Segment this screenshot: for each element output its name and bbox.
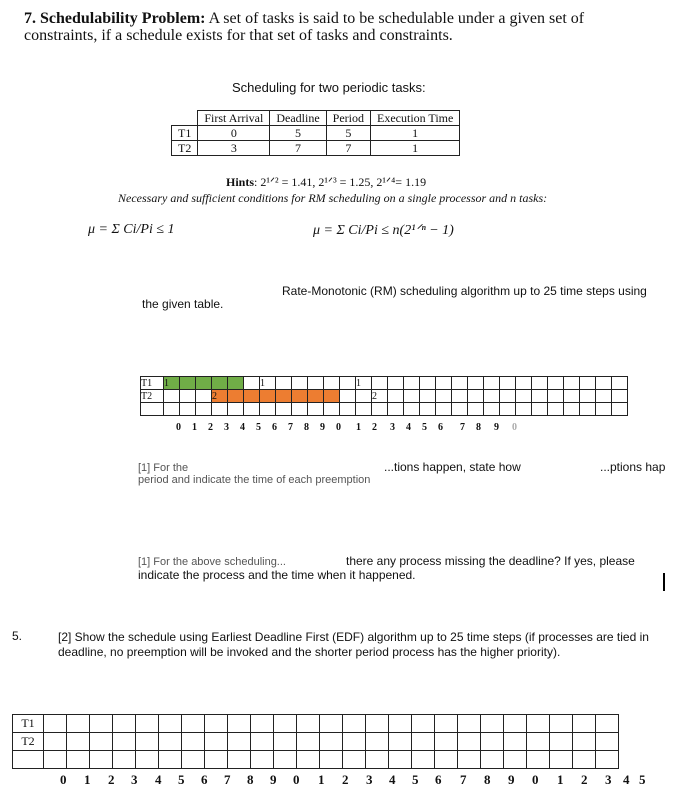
edf-cell[interactable] [274, 733, 297, 751]
edf-tick: 1 [557, 772, 564, 787]
task-table-cell: 1 [371, 126, 460, 141]
rm-cell[interactable] [420, 403, 436, 416]
edf-tick-labels [12, 772, 692, 788]
task-table-cell: T2 [172, 141, 198, 156]
rm-cell[interactable] [468, 403, 484, 416]
rm-cell[interactable] [388, 390, 404, 403]
edf-tick: 3 [605, 772, 612, 787]
preempt-question-c: ...ptions hap [600, 460, 666, 474]
rm-cell[interactable] [356, 403, 372, 416]
edf-cell[interactable] [320, 733, 343, 751]
edf-cell[interactable] [527, 751, 550, 769]
edf-cell[interactable] [343, 733, 366, 751]
rm-cell-orange[interactable] [292, 390, 308, 403]
rm-cell[interactable] [436, 390, 452, 403]
rm-cell-orange[interactable] [244, 390, 260, 403]
rm-cell[interactable] [436, 403, 452, 416]
formula-left: μ = Σ Ci/Pi ≤ 1 [88, 222, 175, 237]
edf-schedule-grid [12, 714, 619, 769]
edf-tick: 0 [60, 772, 67, 787]
rm-tick: 8 [476, 422, 481, 433]
task-table-cell: 3 [198, 141, 270, 156]
edf-tick: 7 [224, 772, 231, 787]
rm-tick: 9 [320, 422, 325, 433]
rm-cell[interactable] [580, 390, 596, 403]
rm-cell[interactable] [404, 390, 420, 403]
rm-cell[interactable] [324, 403, 340, 416]
edf-cell[interactable] [596, 733, 619, 751]
rm-cell[interactable] [548, 377, 564, 390]
rm-cell[interactable] [404, 403, 420, 416]
edf-cell[interactable] [389, 751, 412, 769]
rm-cell-green[interactable] [212, 377, 228, 390]
rm-cell-green[interactable] [196, 377, 212, 390]
rm-tick: 2 [372, 422, 377, 433]
edf-tick: 9 [508, 772, 515, 787]
rm-tick: 0 [512, 422, 517, 433]
edf-cell[interactable] [527, 715, 550, 733]
rm-cell[interactable] [372, 377, 388, 390]
conditions-text: Necessary and sufficient conditions for RM scheduling on a single processor and n tasks: [118, 191, 548, 205]
edf-cell[interactable] [412, 733, 435, 751]
edf-cell[interactable] [550, 715, 573, 733]
rm-cell[interactable] [196, 390, 212, 403]
task-table-cell: 5 [326, 126, 370, 141]
rm-cell[interactable] [340, 390, 356, 403]
edf-tick: 6 [435, 772, 442, 787]
edf-cell[interactable] [228, 751, 251, 769]
rm-cell[interactable] [500, 390, 516, 403]
task-table-cell: 7 [270, 141, 326, 156]
edf-cell[interactable] [159, 733, 182, 751]
deadline-question-b: there any process missing the deadline? If yes, please [346, 554, 635, 568]
rm-tick: 7 [288, 422, 293, 433]
table-title: Scheduling for two periodic tasks: [232, 80, 426, 95]
rm-cell[interactable] [596, 390, 612, 403]
rm-cell[interactable] [372, 403, 388, 416]
edf-tick: 4 [389, 772, 396, 787]
rm-cell[interactable] [548, 390, 564, 403]
rm-cell[interactable] [548, 403, 564, 416]
edf-cell[interactable] [159, 751, 182, 769]
rm-cell[interactable] [612, 390, 628, 403]
edf-cell[interactable] [67, 751, 90, 769]
edf-cell[interactable] [412, 751, 435, 769]
task-table-cell: T1 [172, 126, 198, 141]
task-table-header: First Arrival [198, 111, 270, 126]
rm-cell[interactable] [388, 377, 404, 390]
rm-cell[interactable] [388, 403, 404, 416]
edf-cell[interactable] [320, 751, 343, 769]
rm-cell-orange[interactable] [228, 390, 244, 403]
edf-cell[interactable] [113, 751, 136, 769]
edf-cell[interactable] [205, 751, 228, 769]
rm-mark: 2 [212, 390, 217, 402]
edf-tick: 8 [247, 772, 254, 787]
rm-cell[interactable] [260, 403, 276, 416]
rm-cell[interactable] [500, 403, 516, 416]
edf-cell[interactable] [412, 715, 435, 733]
edf-cell[interactable] [343, 751, 366, 769]
edf-tick: 5 [412, 772, 419, 787]
edf-cell[interactable] [136, 733, 159, 751]
edf-tick: 2 [342, 772, 349, 787]
edf-cell[interactable] [366, 733, 389, 751]
edf-cell[interactable] [343, 715, 366, 733]
edf-cell[interactable] [458, 715, 481, 733]
edf-tick: 5 [639, 772, 646, 787]
rm-cell[interactable] [292, 403, 308, 416]
rm-cell[interactable] [452, 377, 468, 390]
rm-tick: 9 [494, 422, 499, 433]
edf-tick: 6 [201, 772, 208, 787]
rm-cell[interactable] [484, 377, 500, 390]
rm-cell[interactable] [212, 403, 228, 416]
rm-cell[interactable] [596, 377, 612, 390]
rm-cell[interactable] [484, 390, 500, 403]
rm-question-text: Rate-Monotonic (RM) scheduling algorithm up to 25 time steps using [282, 284, 647, 298]
rm-cell[interactable] [516, 377, 532, 390]
edf-cell[interactable] [297, 715, 320, 733]
rm-cell[interactable] [580, 377, 596, 390]
edf-tick: 4 [155, 772, 162, 787]
rm-cell-green[interactable] [228, 377, 244, 390]
edf-cell[interactable] [504, 715, 527, 733]
edf-cell[interactable] [67, 733, 90, 751]
edf-row-label: T1 [13, 715, 44, 733]
rm-tick: 0 [176, 422, 181, 433]
edf-cell[interactable] [182, 751, 205, 769]
rm-mark: 2 [372, 390, 377, 402]
edf-cell[interactable] [573, 733, 596, 751]
edf-cell[interactable] [182, 715, 205, 733]
edf-tick: 7 [460, 772, 467, 787]
rm-tick: 3 [224, 422, 229, 433]
rm-cell[interactable] [420, 390, 436, 403]
rm-cell[interactable] [308, 403, 324, 416]
edf-cell[interactable] [44, 751, 67, 769]
rm-cell[interactable] [452, 390, 468, 403]
hints-line [226, 175, 426, 190]
edf-cell[interactable] [90, 715, 113, 733]
rm-cell[interactable] [276, 403, 292, 416]
edf-cell[interactable] [205, 715, 228, 733]
edf-cell[interactable] [44, 715, 67, 733]
intro-text: A set of tasks is said to be schedulable under a given set of constraints, if a schedule exists for that set of tasks and constraints. [24, 10, 585, 44]
task-table-header: Deadline [270, 111, 326, 126]
rm-cell[interactable] [356, 377, 372, 390]
rm-tick: 0 [336, 422, 341, 433]
edf-cell[interactable] [550, 751, 573, 769]
edf-tick: 0 [293, 772, 300, 787]
edf-cell[interactable] [389, 733, 412, 751]
rm-cell-orange[interactable] [260, 390, 276, 403]
rm-cell[interactable] [612, 377, 628, 390]
edf-cell[interactable] [573, 751, 596, 769]
rm-cell[interactable] [532, 390, 548, 403]
intro-paragraph [24, 10, 624, 44]
hints-label: Hints [226, 175, 255, 189]
task-table-row [172, 141, 460, 156]
edf-cell[interactable] [136, 715, 159, 733]
edf-cell[interactable] [274, 751, 297, 769]
rm-tick: 5 [422, 422, 427, 433]
rm-cell[interactable] [612, 403, 628, 416]
edf-tick: 3 [366, 772, 373, 787]
edf-cell[interactable] [159, 715, 182, 733]
edf-cell [13, 751, 44, 769]
rm-cell[interactable] [468, 377, 484, 390]
edf-tick: 9 [270, 772, 277, 787]
rm-cell[interactable] [164, 403, 180, 416]
deadline-question-a: [1] For the above scheduling... [138, 556, 286, 568]
edf-tick: 3 [131, 772, 138, 787]
edf-tick: 8 [484, 772, 491, 787]
edf-cell[interactable] [527, 733, 550, 751]
edf-tick: 0 [532, 772, 539, 787]
preempt-question-line2: period and indicate the time of each preemption [138, 474, 371, 486]
edf-cell[interactable] [113, 733, 136, 751]
task-table-cell: 7 [326, 141, 370, 156]
task-table-header: Period [326, 111, 370, 126]
task-table [171, 110, 460, 156]
rm-tick: 5 [256, 422, 261, 433]
edf-grid-row-empty [13, 751, 619, 769]
preempt-question-b: ...tions happen, state how [384, 460, 521, 474]
text-cursor [663, 573, 665, 591]
rm-cell[interactable] [596, 403, 612, 416]
edf-tick: 5 [178, 772, 185, 787]
edf-cell[interactable] [182, 733, 205, 751]
q5-text: [2] Show the schedule using Earliest Deadline First (EDF) algorithm up to 25 time steps (if processes are tied in deadline, no preemption will be invoked and the shorter period process has the higher priority). [58, 630, 649, 659]
rm-row-label: T2 [141, 390, 164, 403]
rm-cell-orange[interactable] [276, 390, 292, 403]
edf-cell[interactable] [251, 715, 274, 733]
edf-cell[interactable] [228, 715, 251, 733]
rm-cell[interactable] [452, 403, 468, 416]
rm-tick: 7 [460, 422, 465, 433]
edf-cell[interactable] [297, 751, 320, 769]
preempt-question-a: [1] For the [138, 462, 189, 474]
edf-cell[interactable] [596, 751, 619, 769]
rm-cell-orange[interactable] [324, 390, 340, 403]
edf-cell[interactable] [435, 715, 458, 733]
rm-tick: 1 [356, 422, 361, 433]
rm-cell-orange[interactable] [308, 390, 324, 403]
edf-cell[interactable] [481, 715, 504, 733]
rm-cell[interactable] [516, 403, 532, 416]
rm-cell[interactable] [532, 403, 548, 416]
rm-cell[interactable] [372, 390, 388, 403]
rm-cell[interactable] [564, 390, 580, 403]
rm-mark: 1 [356, 377, 361, 389]
rm-question-text-2: the given table. [142, 297, 224, 311]
task-table-row [172, 126, 460, 141]
task-table-header [172, 111, 198, 126]
edf-cell[interactable] [481, 733, 504, 751]
task-table-cell: 1 [371, 141, 460, 156]
edf-cell[interactable] [389, 715, 412, 733]
edf-cell[interactable] [366, 715, 389, 733]
rm-cell[interactable] [276, 377, 292, 390]
rm-tick: 4 [240, 422, 245, 433]
rm-cell[interactable] [180, 403, 196, 416]
rm-cell-green[interactable] [180, 377, 196, 390]
edf-cell[interactable] [320, 715, 343, 733]
rm-cell[interactable] [340, 403, 356, 416]
rm-grid-row-empty [141, 403, 628, 416]
edf-cell[interactable] [205, 733, 228, 751]
rm-cell[interactable] [324, 377, 340, 390]
rm-cell[interactable] [564, 377, 580, 390]
rm-tick-labels [140, 422, 600, 436]
edf-cell[interactable] [90, 733, 113, 751]
rm-schedule-grid [140, 376, 628, 416]
rm-cell[interactable] [180, 390, 196, 403]
rm-cell[interactable] [244, 403, 260, 416]
edf-cell[interactable] [228, 733, 251, 751]
edf-cell[interactable] [573, 715, 596, 733]
edf-cell[interactable] [435, 733, 458, 751]
edf-grid-row-t1 [13, 715, 619, 733]
rm-tick: 2 [208, 422, 213, 433]
rm-cell[interactable] [292, 377, 308, 390]
edf-cell[interactable] [67, 715, 90, 733]
task-table-header-row [172, 111, 460, 126]
rm-grid-row-t1 [141, 377, 628, 390]
rm-tick: 4 [406, 422, 411, 433]
task-table-cell: 5 [270, 126, 326, 141]
edf-cell[interactable] [44, 733, 67, 751]
rm-cell[interactable] [532, 377, 548, 390]
edf-cell[interactable] [366, 751, 389, 769]
rm-grid-row-t2 [141, 390, 628, 403]
edf-tick: 2 [581, 772, 588, 787]
edf-cell[interactable] [251, 751, 274, 769]
edf-cell[interactable] [504, 751, 527, 769]
rm-cell[interactable] [164, 390, 180, 403]
rm-cell[interactable] [516, 390, 532, 403]
edf-cell[interactable] [504, 733, 527, 751]
edf-cell[interactable] [251, 733, 274, 751]
deadline-question-line2: indicate the process and the time when it happened. [138, 568, 416, 582]
rm-cell[interactable] [356, 390, 372, 403]
intro-heading: 7. Schedulability Problem: [24, 10, 206, 27]
rm-tick: 8 [304, 422, 309, 433]
rm-cell[interactable] [436, 377, 452, 390]
rm-cell[interactable] [484, 403, 500, 416]
rm-tick: 6 [272, 422, 277, 433]
edf-cell[interactable] [550, 733, 573, 751]
rm-cell[interactable] [196, 403, 212, 416]
edf-grid-row-t2 [13, 733, 619, 751]
edf-cell[interactable] [90, 751, 113, 769]
rm-row-label: T1 [141, 377, 164, 390]
rm-cell [141, 403, 164, 416]
rm-cell[interactable] [420, 377, 436, 390]
rm-cell[interactable] [404, 377, 420, 390]
formula-right: μ = Σ Ci/Pi ≤ n(2¹ᐟⁿ − 1) [313, 223, 454, 238]
edf-cell[interactable] [458, 751, 481, 769]
rm-cell[interactable] [468, 390, 484, 403]
task-table-cell: 0 [198, 126, 270, 141]
edf-cell[interactable] [297, 733, 320, 751]
rm-cell[interactable] [308, 377, 324, 390]
edf-tick: 2 [108, 772, 115, 787]
q5-number: 5. [12, 629, 23, 643]
edf-cell[interactable] [113, 715, 136, 733]
edf-tick: 1 [84, 772, 91, 787]
edf-tick: 1 [318, 772, 325, 787]
rm-tick: 6 [438, 422, 443, 433]
edf-cell[interactable] [274, 715, 297, 733]
edf-row-label: T2 [13, 733, 44, 751]
edf-cell[interactable] [481, 751, 504, 769]
rm-mark: 1 [164, 377, 169, 389]
hints-text: : 2¹ᐟ² = 1.41, 2¹ᐟ³ = 1.25, 2¹ᐟ⁴= 1.19 [254, 175, 427, 189]
edf-cell[interactable] [596, 715, 619, 733]
edf-cell[interactable] [458, 733, 481, 751]
rm-cell[interactable] [244, 377, 260, 390]
rm-cell[interactable] [580, 403, 596, 416]
edf-cell[interactable] [435, 751, 458, 769]
rm-cell-green[interactable] [164, 377, 180, 390]
rm-tick: 1 [192, 422, 197, 433]
rm-cell[interactable] [228, 403, 244, 416]
rm-tick: 3 [390, 422, 395, 433]
edf-cell[interactable] [136, 751, 159, 769]
task-table-header: Execution Time [371, 111, 460, 126]
rm-cell[interactable] [500, 377, 516, 390]
edf-tick: 4 [623, 772, 630, 787]
rm-cell[interactable] [260, 377, 276, 390]
rm-cell[interactable] [340, 377, 356, 390]
rm-mark: 1 [260, 377, 265, 389]
rm-cell-orange[interactable] [212, 390, 228, 403]
rm-cell[interactable] [564, 403, 580, 416]
